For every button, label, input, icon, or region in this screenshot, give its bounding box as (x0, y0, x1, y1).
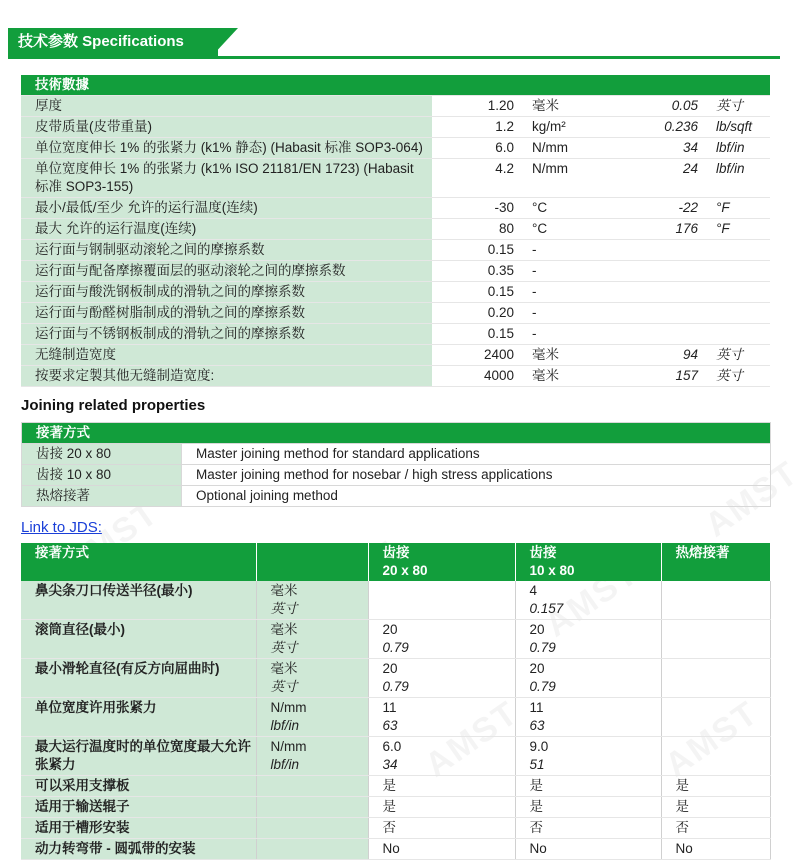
joining-method: 齿接 10 x 80 (22, 465, 182, 486)
jds-unit-imperial: 英寸 (270, 640, 298, 655)
spec-imperial-value: 24 (606, 159, 712, 198)
spec-imperial-value: 34 (606, 138, 712, 159)
jds-yesno-row (21, 818, 770, 839)
jds-yesno-row (21, 776, 770, 797)
spec-metric-unit: - (522, 261, 606, 282)
spec-row (21, 366, 770, 387)
spec-imperial-unit (712, 282, 770, 303)
spec-metric-unit: - (522, 282, 606, 303)
spec-row (21, 261, 770, 282)
joining-header (22, 423, 771, 444)
technical-data-body (21, 96, 770, 387)
spec-label: 最小/最低/至少 允许的运行温度(连续) (21, 198, 432, 219)
jds-value-cell (515, 620, 661, 659)
spec-metric-value: 0.35 (432, 261, 522, 282)
spec-label: 单位宽度伸长 1% 的张紧力 (k1% 静态) (Habasit 标准 SOP3-064) (21, 138, 432, 159)
spec-row (21, 240, 770, 261)
spec-row (21, 96, 770, 117)
jds-value-cell: 是 (515, 797, 661, 818)
joining-row (22, 486, 771, 507)
jds-value-cell (368, 737, 515, 776)
spec-label: 无缝制造宽度 (21, 345, 432, 366)
spec-metric-value: 6.0 (432, 138, 522, 159)
jds-value-cell (661, 737, 770, 776)
link-to-jds[interactable]: Link to JDS: (21, 519, 102, 536)
spec-row (21, 117, 770, 138)
jds-header-cell: 齿接 10 x 80 (515, 543, 661, 581)
spec-label: 运行面与酚醛树脂制成的滑轨之间的摩擦系数 (21, 303, 432, 324)
jds-property-label: 鼻尖条刀口传送半径(最小) (21, 581, 256, 620)
spec-metric-value: 0.15 (432, 324, 522, 345)
spec-metric-unit: °C (522, 219, 606, 240)
spec-metric-unit: - (522, 303, 606, 324)
spec-metric-value: 4000 (432, 366, 522, 387)
jds-row (21, 581, 770, 620)
jds-units (256, 698, 368, 737)
jds-value-metric: 9.0 (529, 739, 549, 754)
jds-value-imperial: 63 (529, 718, 545, 733)
jds-unit-imperial: 英寸 (270, 679, 298, 694)
technical-data-header-label: 技術數據 (21, 75, 770, 96)
joining-header-label: 接著方式 (22, 423, 771, 444)
jds-value-cell (515, 659, 661, 698)
jds-value-cell (661, 620, 770, 659)
joining-method: 热熔接著 (22, 486, 182, 507)
spec-imperial-unit: °F (712, 219, 770, 240)
spec-metric-unit: 毫米 (522, 366, 606, 387)
jds-value-imperial: 0.79 (529, 679, 556, 694)
spec-imperial-unit (712, 240, 770, 261)
spec-label: 按要求定製其他无缝制造宽度: (21, 366, 432, 387)
spec-label: 最大 允许的运行温度(连续) (21, 219, 432, 240)
jds-property-label: 适用于槽形安装 (21, 818, 256, 839)
spec-label: 运行面与酸洗钢板制成的滑轨之间的摩擦系数 (21, 282, 432, 303)
spec-imperial-value: 157 (606, 366, 712, 387)
spec-label: 运行面与不锈钢板制成的滑轨之间的摩擦系数 (21, 324, 432, 345)
jds-value-cell (515, 698, 661, 737)
spec-imperial-value: 0.05 (606, 96, 712, 117)
specifications-banner (0, 28, 790, 60)
spec-metric-unit: 毫米 (522, 345, 606, 366)
joining-row (22, 465, 771, 486)
spec-imperial-unit: °F (712, 198, 770, 219)
jds-unit-metric: 毫米 (270, 661, 298, 676)
spec-row (21, 138, 770, 159)
spec-imperial-value: 176 (606, 219, 712, 240)
jds-value-metric: 20 (382, 661, 398, 676)
spec-imperial-value (606, 261, 712, 282)
spec-label: 单位宽度伸长 1% 的张紧力 (k1% ISO 21181/EN 1723) (Habasit 标准 SOP3-155) (21, 159, 432, 198)
spec-label: 皮带质量(皮带重量) (21, 117, 432, 138)
banner-tab-slant (212, 28, 238, 56)
jds-property-label: 适用于输送辊子 (21, 797, 256, 818)
spec-metric-unit: - (522, 324, 606, 345)
jds-value-metric: 6.0 (382, 739, 402, 754)
jds-units (256, 737, 368, 776)
spec-row (21, 303, 770, 324)
spec-metric-value: 0.15 (432, 240, 522, 261)
jds-value-cell: 是 (661, 776, 770, 797)
banner-rule (8, 56, 780, 59)
jds-unit-metric: 毫米 (270, 583, 298, 598)
spec-imperial-unit (712, 303, 770, 324)
jds-unit-metric: N/mm (270, 739, 307, 754)
jds-value-imperial: 63 (382, 718, 398, 733)
jds-yesno-row (21, 797, 770, 818)
jds-value-cell: No (661, 839, 770, 860)
jds-row (21, 737, 770, 776)
spec-imperial-unit (712, 324, 770, 345)
jds-row (21, 659, 770, 698)
spec-imperial-unit: lbf/in (712, 138, 770, 159)
jds-units (256, 776, 368, 797)
jds-value-metric: 11 (529, 700, 544, 715)
jds-units (256, 839, 368, 860)
jds-value-cell (661, 581, 770, 620)
jds-value-cell: 否 (661, 818, 770, 839)
spec-metric-unit: kg/m² (522, 117, 606, 138)
spec-imperial-unit: 英寸 (712, 345, 770, 366)
jds-value-cell: 是 (661, 797, 770, 818)
spec-row (21, 159, 770, 198)
jds-value-imperial: 0.157 (529, 601, 564, 616)
spec-row (21, 282, 770, 303)
jds-value-cell: 否 (368, 818, 515, 839)
jds-yesno-row (21, 839, 770, 860)
jds-property-label: 最大运行温度时的单位宽度最大允许张紧力 (21, 737, 256, 776)
jds-value-imperial: 0.79 (382, 679, 409, 694)
jds-units (256, 797, 368, 818)
jds-value-cell (368, 581, 515, 620)
jds-value-imperial: 0.79 (382, 640, 409, 655)
jds-value-metric: 20 (529, 661, 545, 676)
spec-label: 厚度 (21, 96, 432, 117)
jds-header-cell: 接著方式 (21, 543, 256, 581)
spec-metric-unit: °C (522, 198, 606, 219)
jds-value-metric: 20 (382, 622, 398, 637)
jds-table (21, 543, 771, 860)
spec-metric-unit: - (522, 240, 606, 261)
joining-description: Master joining method for standard applications (182, 444, 771, 465)
spec-row (21, 198, 770, 219)
jds-value-imperial: 51 (529, 757, 545, 772)
joining-section-title: Joining related properties (21, 397, 206, 414)
spec-metric-value: 0.20 (432, 303, 522, 324)
spec-imperial-unit: 英寸 (712, 96, 770, 117)
jds-value-cell: 是 (368, 797, 515, 818)
jds-property-label: 可以采用支撑板 (21, 776, 256, 797)
jds-units (256, 620, 368, 659)
jds-body (21, 581, 770, 860)
spec-imperial-unit: lb/sqft (712, 117, 770, 138)
spec-metric-value: 2400 (432, 345, 522, 366)
jds-value-cell: 是 (515, 776, 661, 797)
joining-description: Master joining method for nosebar / high stress applications (182, 465, 771, 486)
jds-value-cell (661, 659, 770, 698)
spec-row (21, 345, 770, 366)
jds-value-metric: 4 (529, 583, 538, 598)
spec-imperial-value: 0.236 (606, 117, 712, 138)
spec-metric-value: 80 (432, 219, 522, 240)
spec-row (21, 324, 770, 345)
jds-unit-metric: N/mm (270, 700, 307, 715)
spec-imperial-value (606, 240, 712, 261)
jds-value-cell: 否 (515, 818, 661, 839)
spec-metric-value: 1.20 (432, 96, 522, 117)
spec-imperial-value (606, 282, 712, 303)
jds-value-cell (368, 620, 515, 659)
jds-value-cell: No (515, 839, 661, 860)
spec-metric-value: 0.15 (432, 282, 522, 303)
jds-header-cell: 齿接 20 x 80 (368, 543, 515, 581)
spec-metric-unit: 毫米 (522, 96, 606, 117)
spec-imperial-value (606, 324, 712, 345)
spec-row (21, 219, 770, 240)
spec-imperial-unit: lbf/in (712, 159, 770, 198)
jds-value-imperial: 34 (382, 757, 398, 772)
spec-imperial-unit (712, 261, 770, 282)
jds-value-cell (368, 659, 515, 698)
joining-body (22, 444, 771, 507)
jds-unit-metric: 毫米 (270, 622, 298, 637)
jds-value-cell (368, 698, 515, 737)
jds-property-label: 单位宽度许用张紧力 (21, 698, 256, 737)
jds-unit-imperial: lbf/in (270, 718, 300, 733)
joining-method: 齿接 20 x 80 (22, 444, 182, 465)
technical-data-header (21, 75, 770, 96)
jds-value-cell (661, 698, 770, 737)
jds-value-cell: No (368, 839, 515, 860)
jds-header-cell (256, 543, 368, 581)
spec-metric-value: 1.2 (432, 117, 522, 138)
spec-label: 运行面与配备摩擦覆面层的驱动滚轮之间的摩擦系数 (21, 261, 432, 282)
jds-units (256, 659, 368, 698)
jds-units (256, 581, 368, 620)
spec-imperial-value: 94 (606, 345, 712, 366)
jds-value-imperial: 0.79 (529, 640, 556, 655)
jds-value-cell (515, 581, 661, 620)
jds-header-row (21, 543, 770, 581)
jds-value-cell (515, 737, 661, 776)
joining-methods-table (21, 422, 771, 507)
jds-property-label: 最小滑轮直径(有反方向屈曲时) (21, 659, 256, 698)
spec-metric-value: 4.2 (432, 159, 522, 198)
spec-metric-unit: N/mm (522, 159, 606, 198)
jds-row (21, 698, 770, 737)
joining-row (22, 444, 771, 465)
jds-property-label: 滚筒直径(最小) (21, 620, 256, 659)
spec-metric-unit: N/mm (522, 138, 606, 159)
jds-value-metric: 20 (529, 622, 545, 637)
joining-description: Optional joining method (182, 486, 771, 507)
jds-units (256, 818, 368, 839)
spec-metric-value: -30 (432, 198, 522, 219)
banner-title: 技术参数 Specifications (8, 28, 212, 56)
technical-data-table (21, 75, 770, 387)
jds-header-cell: 热熔接著 (661, 543, 770, 581)
jds-unit-imperial: lbf/in (270, 757, 300, 772)
spec-imperial-value: -22 (606, 198, 712, 219)
jds-row (21, 620, 770, 659)
jds-value-cell: 是 (368, 776, 515, 797)
jds-unit-imperial: 英寸 (270, 601, 298, 616)
spec-label: 运行面与钢制驱动滚轮之间的摩擦系数 (21, 240, 432, 261)
spec-imperial-unit: 英寸 (712, 366, 770, 387)
jds-property-label: 动力转弯带 - 圆弧带的安装 (21, 839, 256, 860)
spec-imperial-value (606, 303, 712, 324)
jds-value-metric: 11 (382, 700, 397, 715)
